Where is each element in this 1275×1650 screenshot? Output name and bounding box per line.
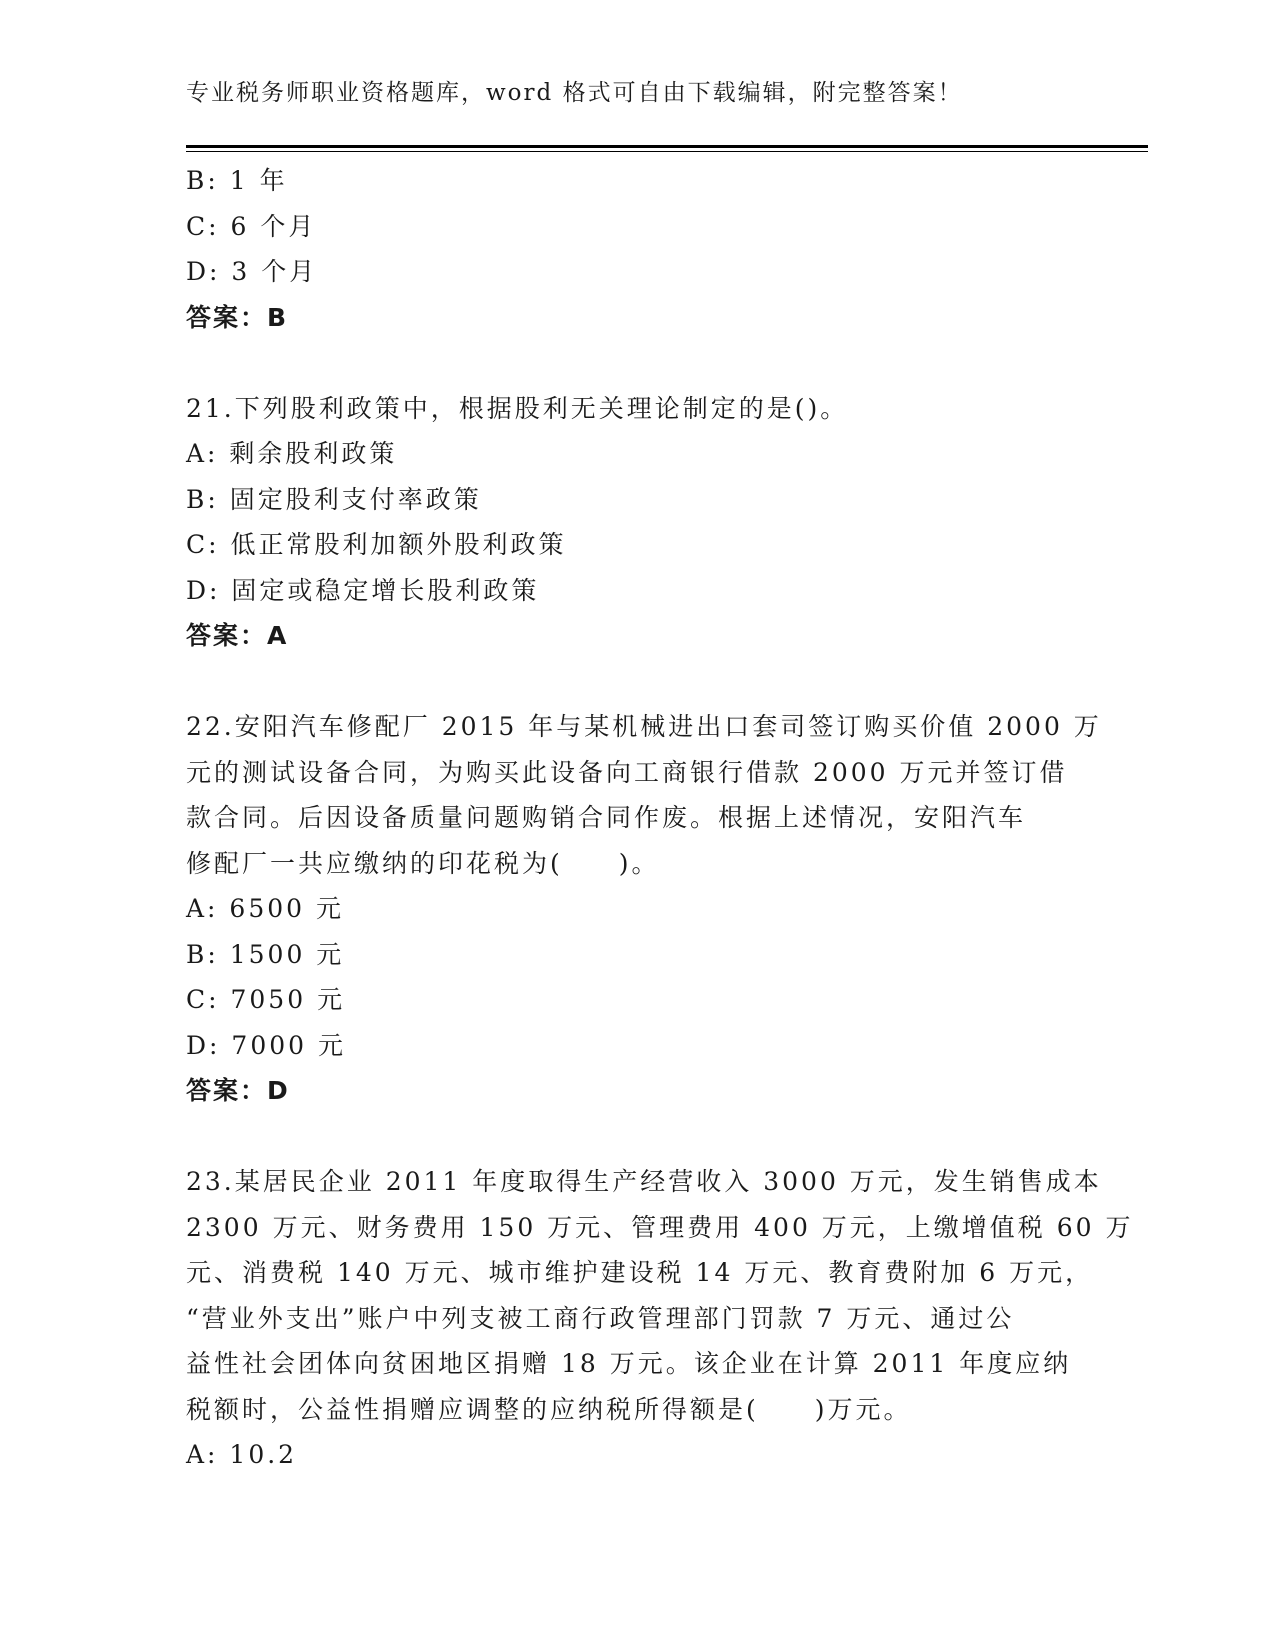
question-stem: 21.下列股利政策中，根据股利无关理论制定的是()。 (186, 393, 849, 423)
question-block-21 (186, 386, 1086, 659)
option-c: C: 6 个月 (186, 211, 317, 241)
answer-line: 答案：D (186, 1076, 290, 1105)
question-stem-line: “营业外支出”账户中列支被工商行政管理部门罚款 7 万元、通过公 (186, 1303, 1015, 1333)
option-c: C: 7050 元 (186, 985, 346, 1014)
question-stem-line: 23.某居民企业 2011 年度取得生产经营收入 3000 万元，发生销售成本 (186, 1167, 1102, 1196)
header-rule-thick (186, 145, 1148, 148)
spacer (186, 340, 1086, 386)
option-a: A: 10.2 (186, 1440, 298, 1469)
question-stem-line: 22.安阳汽车修配厂 2015 年与某机械进出口套司签订购买价值 2000 万 (186, 712, 1102, 741)
spacer (186, 1114, 1086, 1160)
question-stem-line: 元、消费税 140 万元、城市维护建设税 14 万元、教育费附加 6 万元， (186, 1258, 1094, 1287)
question-stem-line: 元的测试设备合同，为购买此设备向工商银行借款 2000 万元并签订借 (186, 757, 1068, 787)
option-d: D: 3 个月 (186, 257, 318, 286)
question-block-continued (186, 158, 1086, 340)
option-b: B: 1 年 (186, 166, 288, 195)
question-stem-line: 益性社会团体向贫困地区捐赠 18 万元。该企业在计算 2011 年度应纳 (186, 1349, 1072, 1378)
question-content (186, 158, 1134, 1478)
option-b: B: 1500 元 (186, 939, 345, 969)
answer-line: 答案：B (186, 302, 289, 332)
option-b: B: 固定股利支付率政策 (186, 484, 482, 514)
option-a: A: 6500 元 (186, 894, 344, 923)
question-stem-line: 2300 万元、财务费用 150 万元、管理费用 400 万元，上缴增值税 60 万 (186, 1212, 1134, 1242)
option-d: D: 7000 元 (186, 1030, 346, 1060)
option-a: A: 剩余股利政策 (186, 439, 398, 468)
question-stem-line: 修配厂一共应缴纳的印花税为( )。 (186, 848, 660, 878)
header-rule-thin (186, 151, 1148, 152)
option-c: C: 低正常股利加额外股利政策 (186, 530, 567, 559)
question-stem-line: 款合同。后因设备质量问题购销合同作废。根据上述情况，安阳汽车 (186, 803, 1027, 832)
spacer (186, 659, 1086, 705)
question-stem-line: 税额时，公益性捐赠应调整的应纳税所得额是( )万元。 (186, 1394, 912, 1424)
option-d: D: 固定或稳定增长股利政策 (186, 575, 540, 605)
question-block-23 (186, 1159, 1134, 1478)
page-header: 专业税务师职业资格题库，word 格式可自由下载编辑，附完整答案！ (186, 80, 963, 106)
question-block-22 (186, 704, 1102, 1114)
answer-line: 答案：A (186, 621, 289, 650)
